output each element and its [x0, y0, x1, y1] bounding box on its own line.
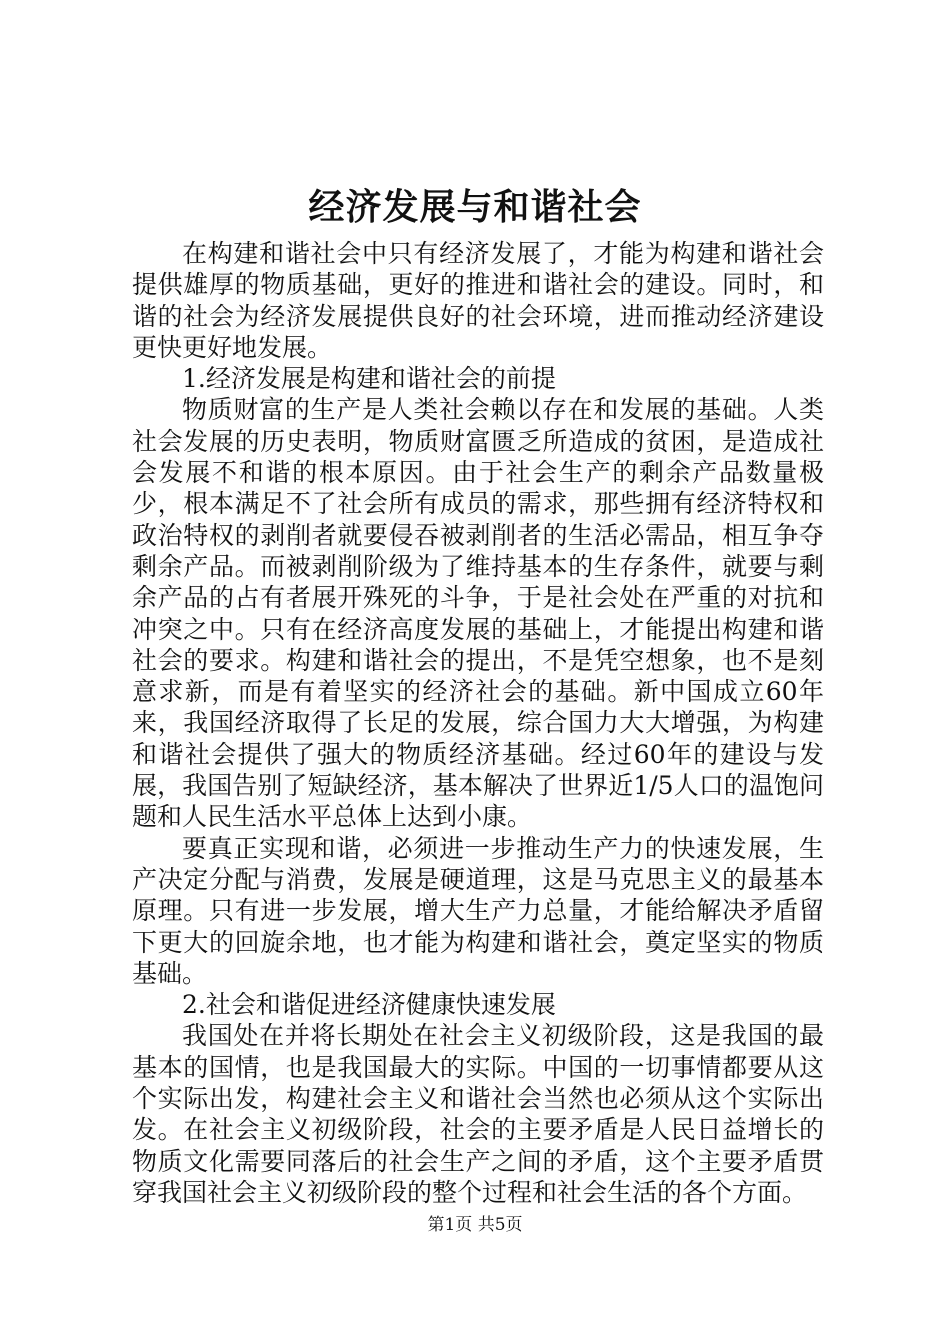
section-1-paragraph-1: 物质财富的生产是人类社会赖以存在和发展的基础。人类社会发展的历史表明，物质财富匮乏所造成的贫困，是造成社会发展不和谐的根本原因。由于社会生产的剩余产品数量极少，根本满足不了社会所有成员的需求，那些拥有经济特权和政治特权的剥削者就要侵吞被剥削者的生活必需品，相互争夺剩余产品。而被剥削阶级为了维持基本的生存条件，就要与剩余产品的占有者展开殊死的斗争，于是社会处在严重的对抗和冲突之中。只有在经济高度发展的基础上，才能提出构建和谐社会的要求。构建和谐社会的提出，不是凭空想象，也不是刻意求新，而是有着坚实的经济社会的基础。新中国成立60年来，我国经济取得了长足的发展，综合国力大大增强，为构建和谐社会提供了强大的物质经济基础。经过60年的建设与发展，我国告别了短缺经济，基本解决了世界近1/5人口的温饱问题和人民生活水平总体上达到小康。	[132, 395, 824, 832]
document-body	[132, 238, 824, 1208]
section-1-heading: 1.经济发展是构建和谐社会的前提	[182, 364, 556, 394]
page-footer: 第1页 共5页	[427, 1215, 523, 1235]
document-title: 经济发展与和谐社会	[308, 186, 642, 228]
section-2-paragraph-1: 我国处在并将长期处在社会主义初级阶段，这是我国的最基本的国情，也是我国最大的实际。中国的一切事情都要从这个实际出发，构建社会主义和谐社会当然也必须从这个实际出发。在社会主义初级阶段，社会的主要矛盾是人民日益增长的物质文化需要同落后的社会生产之间的矛盾，这个主要矛盾贯穿我国社会主义初级阶段的整个过程和社会生活的各个方面。	[132, 1021, 824, 1207]
section-2-heading: 2.社会和谐促进经济健康快速发展	[182, 990, 556, 1020]
intro-paragraph: 在构建和谐社会中只有经济发展了，才能为构建和谐社会提供雄厚的物质基础，更好的推进和谐社会的建设。同时，和谐的社会为经济发展提供良好的社会环境，进而推动经济建设更快更好地发展。	[132, 239, 824, 362]
section-1-paragraph-2: 要真正实现和谐，必须进一步推动生产力的快速发展，生产决定分配与消费，发展是硬道理，这是马克思主义的最基本原理。只有进一步发展，增大生产力总量，才能给解决矛盾留下更大的回旋余地，也才能为构建和谐社会，奠定坚实的物质基础。	[132, 833, 824, 988]
